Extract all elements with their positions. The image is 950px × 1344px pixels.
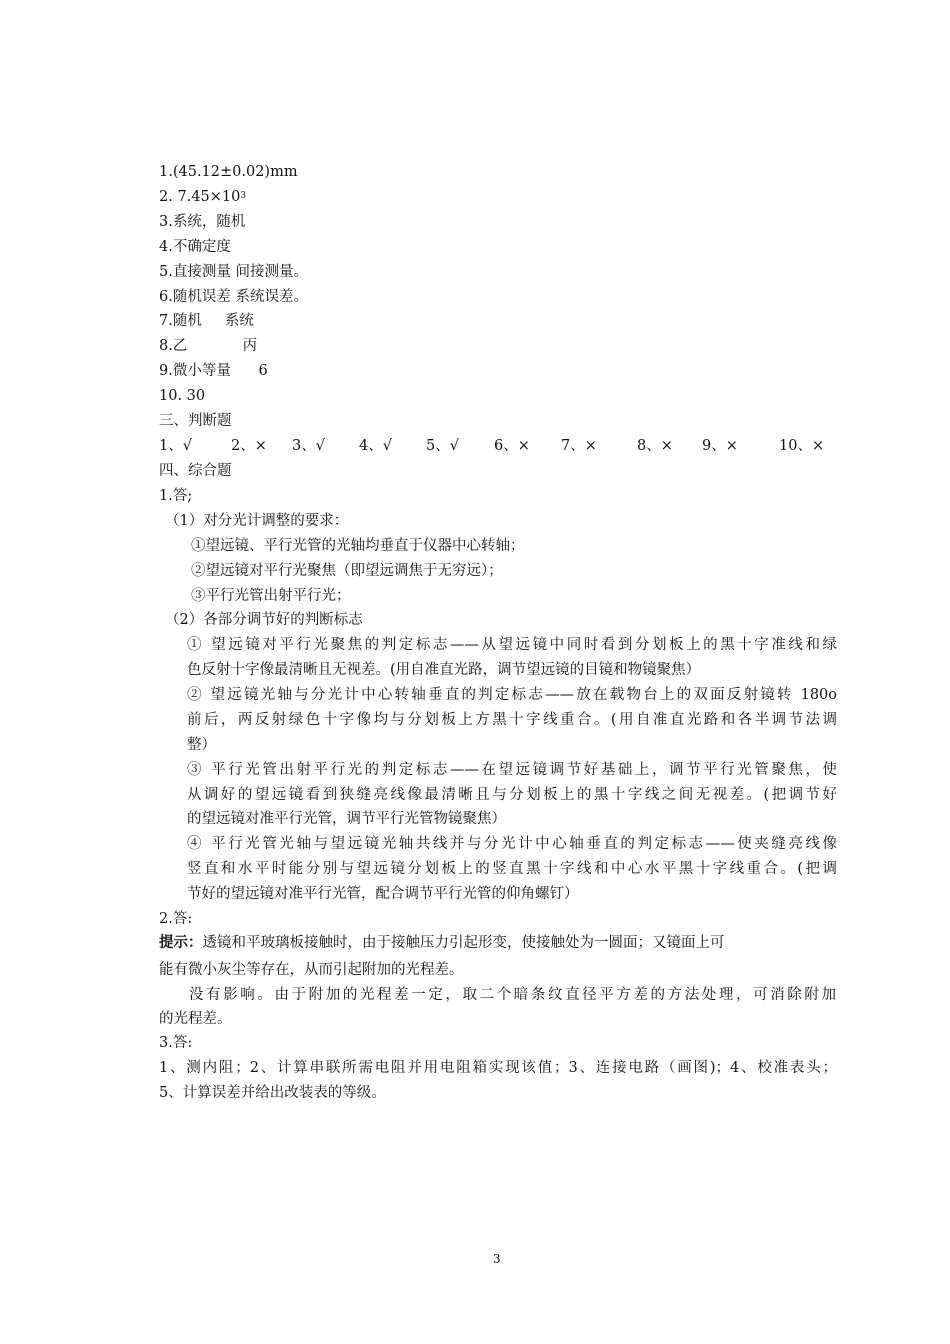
criterion-3-line: ③ 平行光管出射平行光的判定标志——在望远镜调节好基础上，调节平行光管聚焦，使: [187, 762, 837, 778]
criterion-4-line: 节好的望远镜对准平行光管，配合调节平行光管的仰角螺钉）: [187, 886, 579, 902]
answer-3-label: 3.答:: [159, 1035, 193, 1051]
fill-answer-2-base: 2. 7.45×10: [159, 189, 241, 205]
criterion-1-line: 色反射十字像最清晰且无视差。(用自准直光路，调节望远镜的目镜和物镜聚焦）: [187, 662, 701, 678]
judge-item: 9、×: [702, 438, 738, 454]
judge-answers-row: [159, 437, 839, 455]
fill-answer-9: 9.微小等量 6: [159, 363, 268, 379]
judge-item: 7、×: [561, 438, 597, 454]
fill-answer-10: 10. 30: [159, 388, 206, 404]
hint-line: [159, 934, 725, 952]
section-criteria: （2）各部分调节好的判断标志: [165, 612, 363, 628]
judge-item: 1、√: [159, 438, 192, 454]
note-line-1: 没有影响。由于附加的光程差一定，取二个暗条纹直径平方差的方法处理，可消除附加: [189, 987, 836, 1003]
hint-line-2: 能有微小灰尘等存在，从而引起附加的光程差。: [159, 962, 464, 978]
fill-answer-6: 6.随机误差 系统误差。: [159, 289, 308, 305]
criterion-4-line: ④ 平行光管光轴与望远镜光轴共线并与分光计中心轴垂直的判定标志——使夹缝亮线像: [187, 836, 837, 852]
criterion-2-line: ② 望远镜光轴与分光计中心转轴垂直的判定标志——放在载物台上的双面反射镜转 180o: [187, 687, 837, 703]
criterion-2-line: 前后，两反射绿色十字像均与分划板上方黑十字线重合。(用自准直光路和各半调节法调: [187, 712, 837, 728]
judge-item: 3、√: [292, 438, 325, 454]
judge-item: 8、×: [637, 438, 673, 454]
judge-item: 6、×: [494, 438, 530, 454]
fill-answer-2-exponent: 3: [240, 191, 247, 201]
fill-answer-5: 5.直接测量 间接测量。: [159, 264, 308, 280]
criterion-4-line: 竖直和水平时能分别与望远镜分划板上的竖直黑十字线和中心水平黑十字线重合。(把调: [187, 861, 837, 877]
hint-text: 透镜和平玻璃板接触时，由于接触压力引起形变，使接触处为一圆面；又镜面上可: [202, 935, 725, 951]
fill-answer-1: 1.(45.12±0.02)mm: [159, 164, 298, 180]
judge-item: 5、√: [426, 438, 459, 454]
criterion-3-line: 从调好的望远镜看到狭缝亮线像最清晰且与分划板上的黑十字线之间无视差。(把调节好: [187, 787, 837, 803]
requirement-1: ①望远镜、平行光管的光轴均垂直于仪器中心转轴；: [191, 538, 525, 554]
comprehensive-heading: 四、综合题: [159, 463, 232, 479]
answer-1-label: 1.答;: [159, 488, 193, 504]
fill-answer-4: 4.不确定度: [159, 239, 231, 255]
fill-answer-3: 3.系统，随机: [159, 214, 246, 230]
criterion-3-line: 的望远镜对准平行光管，调节平行光管物镜聚焦）: [187, 811, 506, 827]
fill-answer-2: [159, 188, 246, 206]
answer-2-label: 2.答:: [159, 911, 193, 927]
steps-line-2: 5、计算误差并给出改装表的等级。: [159, 1085, 386, 1101]
section-requirements: （1）对分光计调整的要求：: [165, 513, 349, 529]
fill-answer-8: 8.乙 丙: [159, 338, 258, 354]
requirement-3: ③平行光管出射平行光；: [191, 588, 351, 604]
judge-item: 10、×: [779, 438, 825, 454]
note-line-2: 的光程差。: [159, 1011, 232, 1027]
criterion-1-line: ① 望远镜对平行光聚焦的判定标志——从望远镜中同时看到分划板上的黑十字准线和绿: [187, 637, 837, 653]
judge-item: 4、√: [359, 438, 392, 454]
steps-line-1: 1、测内阻；2、计算串联所需电阻并用电阻箱实现该值；3、连接电路（画图)；4、校准表头；: [159, 1060, 837, 1076]
page-number: 3: [493, 1252, 501, 1266]
judge-item: 2、×: [231, 438, 267, 454]
judge-heading: 三、判断题: [159, 413, 232, 429]
hint-label: 提示：: [159, 935, 203, 951]
fill-answer-7: 7.随机 系统: [159, 313, 254, 329]
criterion-2-line: 整）: [187, 737, 216, 753]
requirement-2: ②望远镜对平行光聚焦（即望远调焦于无穷远）；: [191, 563, 503, 579]
